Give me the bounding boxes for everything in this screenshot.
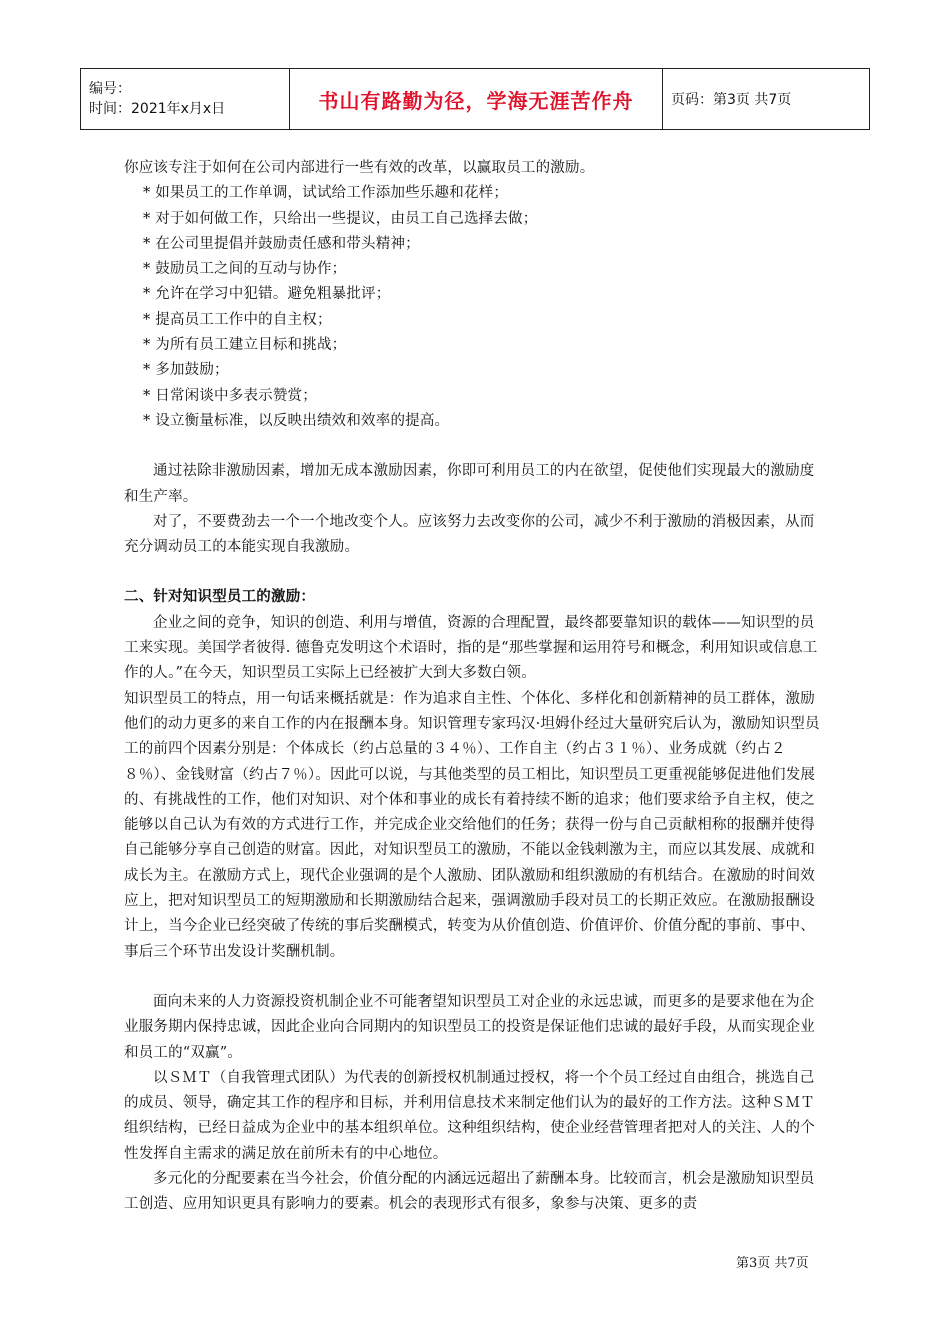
list-item: * 在公司里提倡并鼓励责任感和带头精神；: [143, 235, 420, 252]
list-item: * 鼓励员工之间的互动与协作；: [143, 261, 347, 278]
paragraph-non-motivators: 通过祛除非激励因素，增加无成本激励因素，你即可利用员工的内在欲望，促使他们实现最大的激励度和生产率。: [124, 463, 815, 505]
time-label: 时间：2021年x月x日: [89, 101, 226, 117]
list-item: * 多加鼓励；: [143, 362, 229, 379]
paragraph-change-company: 对了，不要费劲去一个一个地改变个人。应该努力去改变你的公司，减少不利于激励的消极因素，从而充分调动员工的本能实现自我激励。: [124, 513, 815, 556]
paragraph-characteristics: 知识型员工的特点，用一句话来概括就是：作为追求自主性、个体化、多样化和创新精神的员工群体，激励他们的动力更多的来自工作的内在报酬本身。知识管理专家玛汉·坦姆仆经过大量研究后认为，激励知识型员工的前四个因素分别是：个体成长（约占总量的３４％）、工作自主（约占３１％）、业务成就（约占２８％）、金钱财富（约占７％）。因此可以说，与其他类型的员工相比，知识型员工更重视能够促进他们发展的、有挑战性的工作，他们对知识、对个体和事业的成长有着持续不断的追求；他们要求给予自主权，使之能够以自己认为有效的方式进行工作，并完成企业交给他们的任务；获得一份与自己贡献相称的报酬并使得自己能够分享自己创造的财富。因此，对知识型员工的激励，不能以金钱刺激为主，而应以其发展、成就和成长为主。在激励方式上，现代企业强调的是个人激励、团队激励和组织激励的有机结合。在激励的时间效应上，把对知识型员工的短期激励和长期激励结合起来，强调激励手段对员工的长期正效应。在激励报酬设计上，当今企业已经突破了传统的事后奖酬模式，转变为从价值创造、价值评价、价值分配的事前、事中、事后三个环节出发设计奖酬机制。: [124, 690, 820, 960]
intro-paragraph: 你应该专注于如何在公司内部进行一些有效的改革，以赢取员工的激励。: [124, 160, 595, 176]
paragraph-knowledge-workers: 企业之间的竞争，知识的创造、利用与增值，资源的合理配置，最终都要靠知识的载体——知识型的员工来实现。美国学者彼得. 德鲁克发明这个术语时，指的是“那些掌握和运用符号和概念，利用知识或信息工作的人。”在今天，知识型员工实际上已经被扩大到大多数白领。: [124, 614, 818, 682]
document-body: [124, 156, 824, 1218]
section-title: 二、针对知识型员工的激励：: [124, 589, 316, 606]
header-meta: [81, 69, 290, 130]
list-item: * 对于如何做工作，只给出一些提议，由员工自己选择去做；: [143, 210, 538, 227]
list-item: * 提高员工工作中的自主权；: [143, 311, 332, 328]
paragraph-smt: 以ＳＭＴ（自我管理式团队）为代表的创新授权机制通过授权，将一个个员工经过自由组合，挑选自己的成员、领导，确定其工作的程序和目标，并利用信息技术来制定他们认为的最好的工作方法。这种ＳＭＴ组织结构，已经日益成为企业中的基本组织单位。这种组织结构，使企业经营管理者把对人的关注、人的个性发挥自主需求的满足放在前所未有的中心地位。: [124, 1069, 815, 1162]
paragraph-investment: 面向未来的人力资源投资机制企业不可能奢望知识型员工对企业的永远忠诚，而更多的是要求他在为企业服务期内保持忠诚，因此企业向合同期内的知识型员工的投资是保证他们忠诚的最好手段，从而实现企业和员工的“双赢”。: [124, 993, 815, 1061]
header-page-number: 页码：第3页 共7页: [663, 69, 870, 130]
bullet-list: [124, 181, 824, 434]
list-item: * 设立衡量标准，以反映出绩效和效率的提高。: [143, 412, 450, 429]
list-item: * 为所有员工建立目标和挑战；: [143, 337, 347, 354]
header-motto: 书山有路勤为径，学海无涯苦作舟: [290, 69, 663, 130]
list-item: * 日常闲谈中多表示赞赏；: [143, 387, 317, 404]
number-label: 编号：: [89, 81, 131, 97]
list-item: * 允许在学习中犯错。避免粗暴批评；: [143, 286, 391, 303]
paragraph-distribution: 多元化的分配要素在当今社会，价值分配的内涵远远超出了薪酬本身。比较而言，机会是激励知识型员工创造、应用知识更具有影响力的要素。机会的表现形式有很多，象参与决策、更多的责: [124, 1170, 815, 1213]
page-footer: 第3页 共7页: [736, 1256, 809, 1271]
document-header: [80, 68, 870, 130]
list-item: * 如果员工的工作单调，试试给工作添加些乐趣和花样；: [143, 185, 509, 202]
